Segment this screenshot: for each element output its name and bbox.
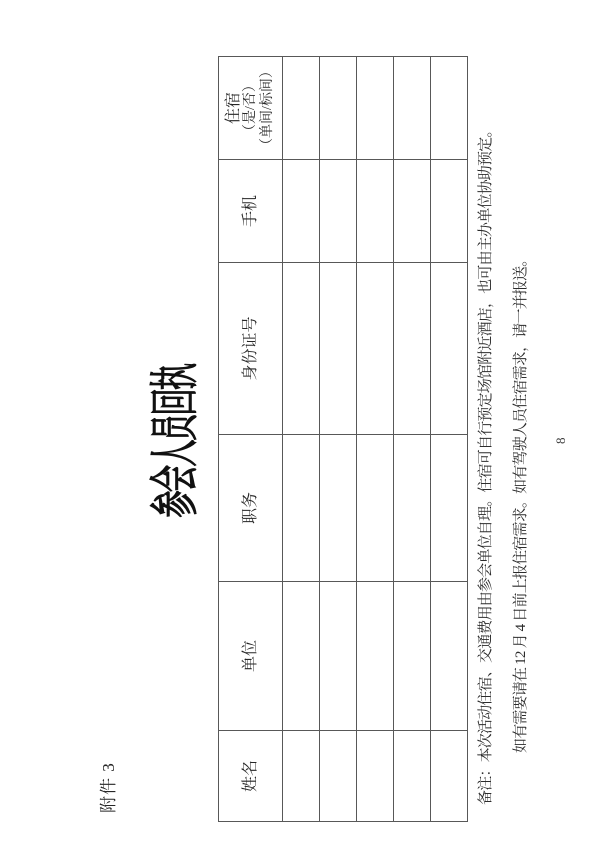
- table-cell-accommodation: [394, 57, 431, 160]
- header-label: 身份证号: [241, 316, 259, 381]
- table-cell-name: [431, 731, 468, 822]
- header-label: 姓名: [241, 760, 259, 793]
- participants-table: [218, 56, 468, 822]
- table-cell-name: [283, 731, 320, 822]
- table-cell-id-number: [320, 263, 357, 435]
- table-cell-position: [357, 435, 394, 582]
- note-line-1: 备注：本次活动住宿、交通费用由参会单位自理。住宿可自行预定场馆附近酒店，也可由主办单位协助预定。: [478, 123, 494, 805]
- table-row: [394, 57, 431, 822]
- header-label: 手机: [241, 195, 259, 228]
- table-cell-position: [283, 435, 320, 582]
- table-cell-name: [320, 731, 357, 822]
- table-row: [219, 57, 283, 822]
- table-cell-accommodation: [357, 57, 394, 160]
- table-row: [357, 57, 394, 822]
- header-sublabel: （单间/标间）: [259, 64, 275, 152]
- table-cell-unit: [283, 582, 320, 731]
- header-cell-accommodation: [219, 57, 283, 160]
- table-cell-mobile: [394, 160, 431, 263]
- table-cell-mobile: [320, 160, 357, 263]
- header-cell-unit: [219, 582, 283, 731]
- table-row: [320, 57, 357, 822]
- header-cell-id-number: [219, 263, 283, 435]
- table-cell-unit: [320, 582, 357, 731]
- table-cell-id-number: [357, 263, 394, 435]
- page-title: [148, 32, 203, 850]
- table-cell-unit: [357, 582, 394, 731]
- header-label: 单位: [241, 640, 259, 673]
- table-cell-accommodation: [283, 57, 320, 160]
- table-cell-mobile: [431, 160, 468, 263]
- table-cell-id-number: [431, 263, 468, 435]
- header-label: 住宿: [225, 92, 242, 125]
- header-label: 职务: [241, 492, 259, 525]
- table-cell-unit: [394, 582, 431, 731]
- table-row: [283, 57, 320, 822]
- table-cell-id-number: [283, 263, 320, 435]
- header-cell-name: [219, 731, 283, 822]
- table-cell-position: [431, 435, 468, 582]
- page-number: 8: [553, 437, 568, 444]
- table-cell-unit: [431, 582, 468, 731]
- table-header-row: [219, 57, 283, 822]
- attachment-label: 附件 3: [99, 762, 118, 813]
- table-body: [283, 57, 468, 822]
- table-cell-mobile: [357, 160, 394, 263]
- table-cell-id-number: [394, 263, 431, 435]
- table-cell-position: [320, 435, 357, 582]
- table-row: [431, 57, 468, 822]
- header-sublabel: （是/否）: [243, 78, 258, 138]
- table-cell-name: [394, 731, 431, 822]
- table-cell-accommodation: [431, 57, 468, 160]
- note-line-2: 如有需要请在 12 月 4 日前上报住宿需求。如有驾驶人员住宿需求，请一并报送。: [513, 252, 529, 753]
- table-cell-position: [394, 435, 431, 582]
- table-cell-accommodation: [320, 57, 357, 160]
- page-title-text: 参会人员回执: [148, 364, 203, 518]
- header-cell-mobile: [219, 160, 283, 263]
- table-cell-mobile: [283, 160, 320, 263]
- table-cell-name: [357, 731, 394, 822]
- header-cell-position: [219, 435, 283, 582]
